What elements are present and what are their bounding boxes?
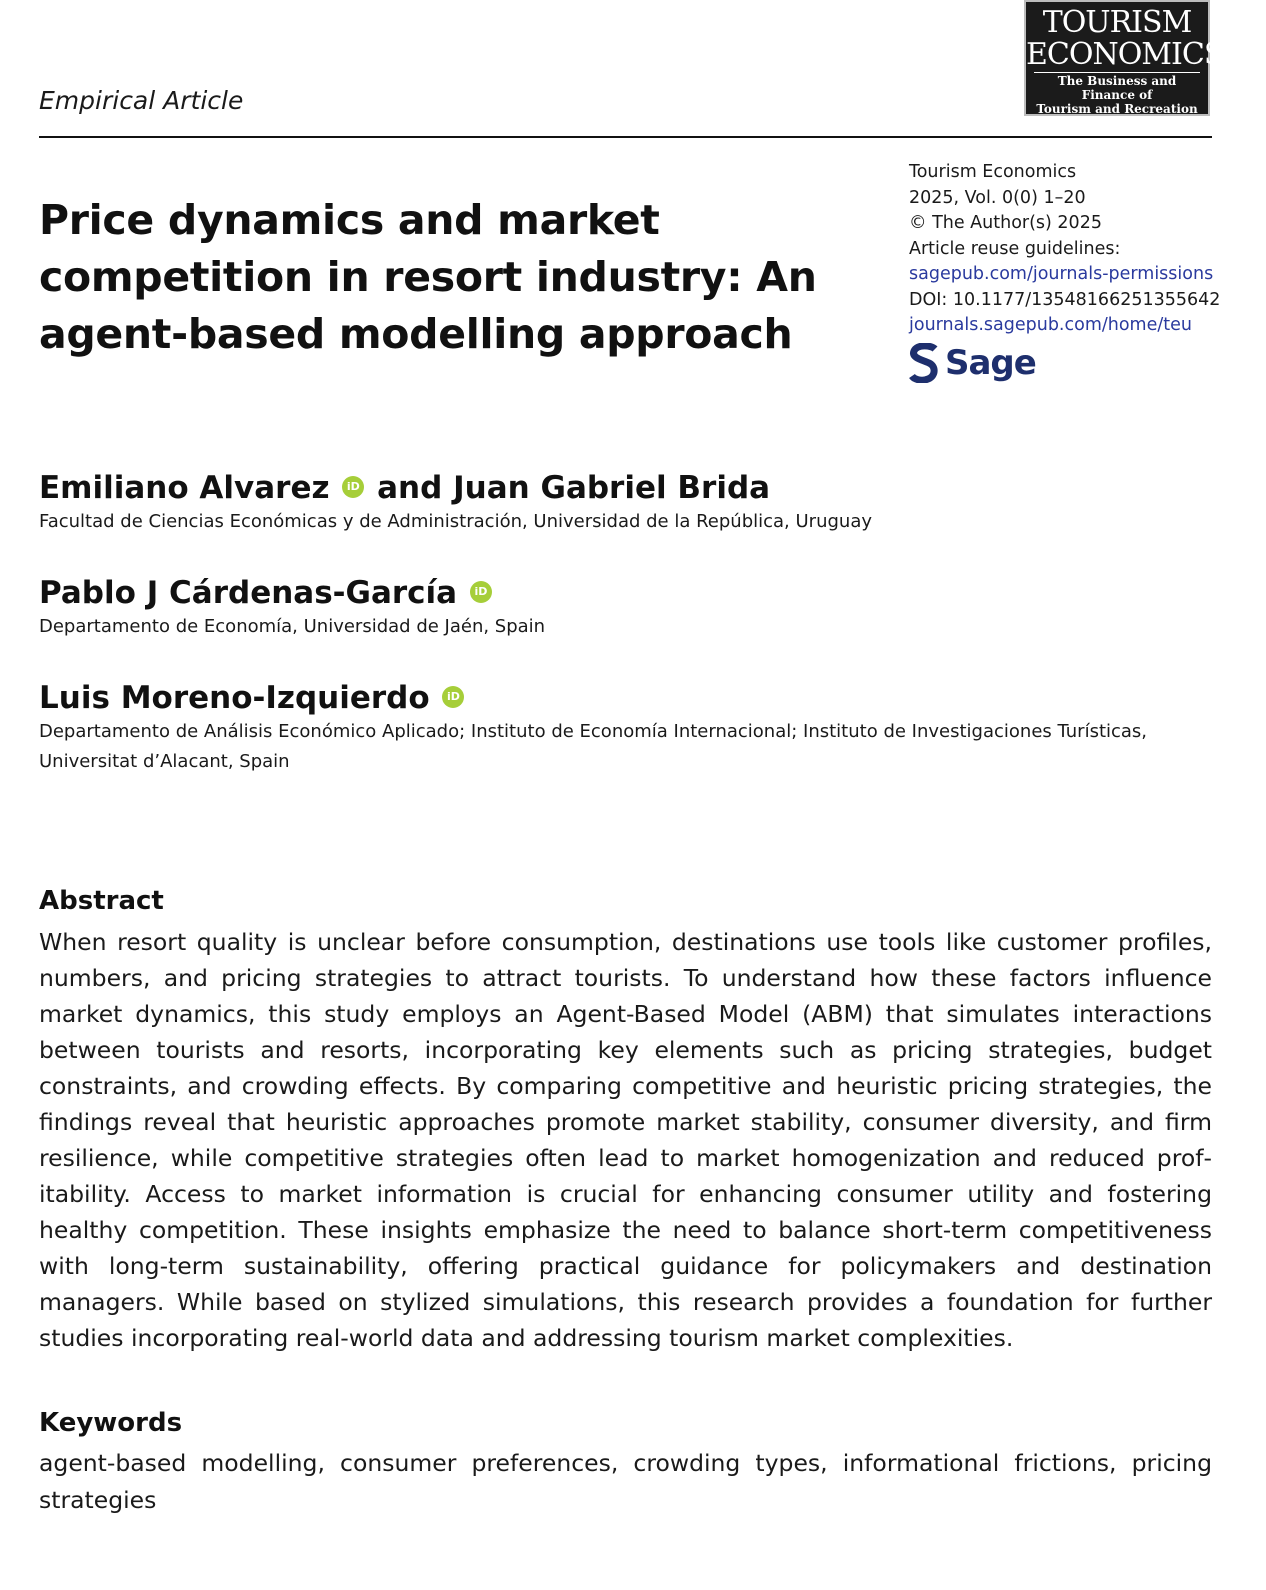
affiliation-line: Universitat d’Alacant, Spain xyxy=(39,751,290,772)
reuse-guidelines-label: Article reuse guidelines: xyxy=(909,238,1121,259)
journal-name: Tourism Economics xyxy=(909,162,1077,182)
author-name[interactable]: and Juan Gabriel Brida xyxy=(377,470,771,506)
journal-logo-subtitle xyxy=(1030,74,1204,116)
orcid-icon[interactable]: iD xyxy=(442,686,464,708)
author-line-2 xyxy=(39,574,494,612)
journal-logo-subtitle-line2: Tourism and Recreation xyxy=(1036,102,1198,116)
journal-homepage-link[interactable]: journals.sagepub.com/home/teu xyxy=(909,315,1192,335)
orcid-icon[interactable]: iD xyxy=(470,581,492,603)
author-name[interactable]: Luis Moreno-Izquierdo xyxy=(39,680,430,716)
journal-logo xyxy=(1024,0,1224,116)
doi: DOI: 10.1177/13548166251355642 xyxy=(909,289,1221,310)
author-line-1 xyxy=(39,469,770,507)
orcid-icon[interactable]: iD xyxy=(342,476,364,498)
journal-logo-line1: TOURISM xyxy=(1042,5,1192,40)
permissions-link[interactable]: sagepub.com/journals-permissions xyxy=(909,264,1214,284)
author-affiliation xyxy=(39,717,1219,777)
author-name[interactable]: Emiliano Alvarez xyxy=(39,470,330,506)
sage-logo xyxy=(909,342,1036,384)
journal-logo-divider xyxy=(1034,72,1200,73)
journal-logo-subtitle-line1: The Business and Finance of xyxy=(1057,74,1177,102)
abstract-heading: Abstract xyxy=(39,886,164,916)
author-affiliation: Facultad de Ciencias Económicas y de Administración, Universidad de la República, Uruguay xyxy=(39,511,873,532)
article-title: Price dynamics and market competition in resort industry: An agent-based modelling approach xyxy=(39,196,817,358)
keywords-heading: Keywords xyxy=(39,1408,183,1438)
author-name[interactable]: Pablo J Cárdenas-García xyxy=(39,575,458,611)
author-line-3 xyxy=(39,679,466,717)
sage-wordmark: Sage xyxy=(945,343,1036,383)
copyright-notice: © The Author(s) 2025 xyxy=(909,213,1102,233)
article-meta xyxy=(909,160,1229,339)
journal-logo-line2: ECONOMICS xyxy=(1026,37,1224,72)
affiliation-line: Departamento de Análisis Económico Aplicado; Instituto de Economía Internacional; Instituto de Investigaciones Turísticas, xyxy=(39,721,1148,742)
author-affiliation: Departamento de Economía, Universidad de Jaén, Spain xyxy=(39,616,546,637)
abstract-text: When resort quality is unclear before consumption, destinations use tools like customer profiles, numbers, and pricing strategies to attract tourists. To understand how these factors influence market dynamics, this study employs an Agent-Based Model (ABM) that simulates interactions between tourists and resorts, incorporating key elements such as pricing strategies, budget constraints, and crowding effects. By comparing competitive and heuristic pricing strategies, the findings reveal that heuristic approaches promote market stability, consumer diversity, and firm resilience, while competitive strategies often lead to market homogenization and reduced profitability. Access to market information is crucial for enhancing consumer utility and fostering healthy competition. These insights emphasize the need to balance short-term competitiveness with long-term sustainability, offering practical guidance for policymakers and destination managers. While based on stylized simulations, this research provides a foundation for further studies incorporating real-world data and addressing tourism market complexities. xyxy=(39,928,1212,1352)
header-divider xyxy=(39,136,1212,138)
volume-info: 2025, Vol. 0(0) 1–20 xyxy=(909,187,1086,208)
sage-s-icon xyxy=(909,343,939,383)
article-type-label: Empirical Article xyxy=(39,86,244,115)
keywords-text: agent-based modelling, consumer preferences, crowding types, informational frictions, pricing strategies xyxy=(39,1449,1212,1514)
